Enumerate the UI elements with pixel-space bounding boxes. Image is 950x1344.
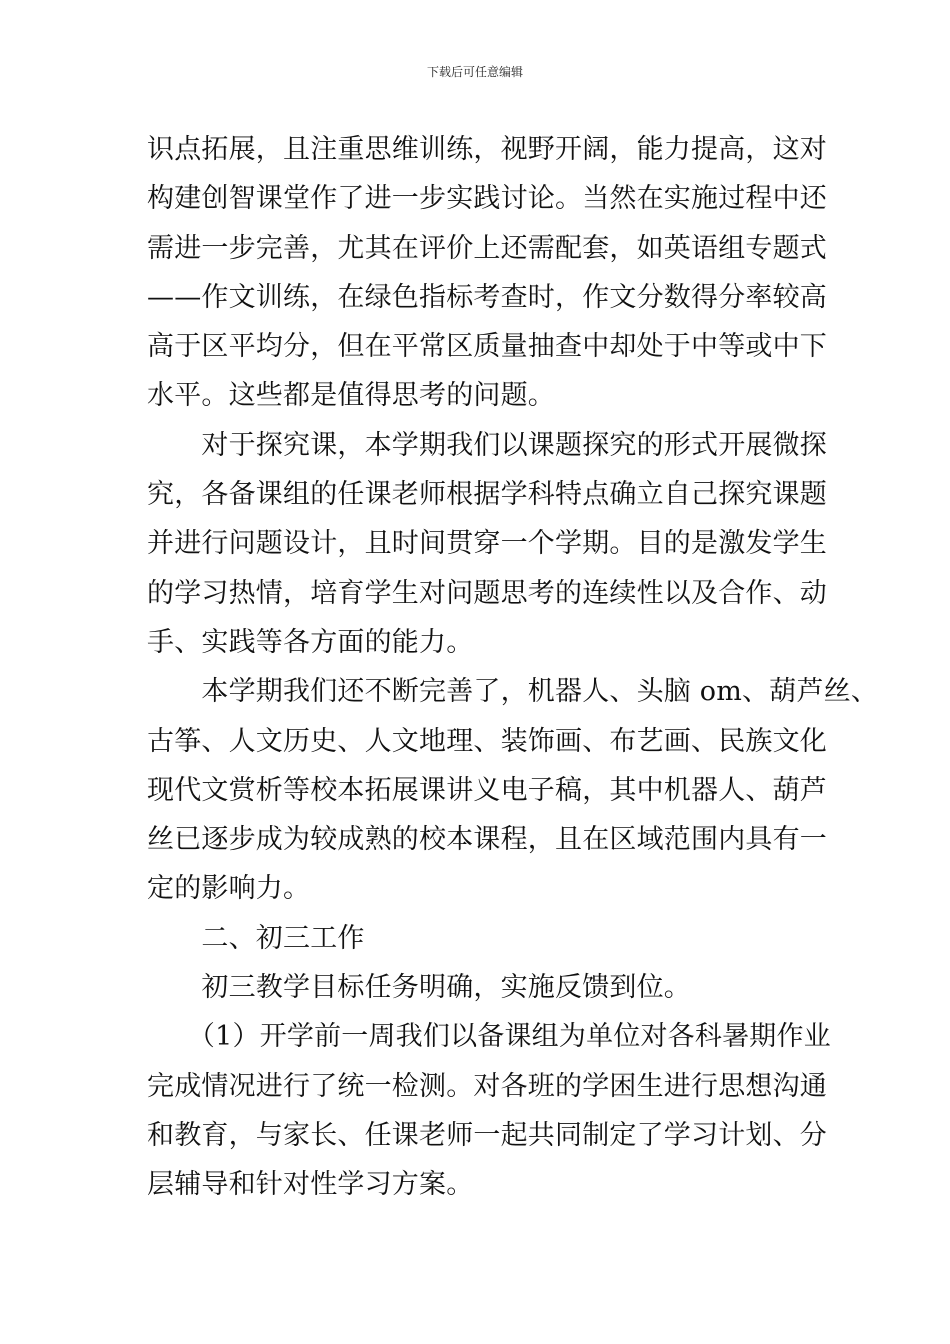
text-line: 初三教学目标任务明确，实施反馈到位。 xyxy=(147,972,691,1004)
text-line: 现代文赏析等校本拓展课讲义电子稿，其中机器人、葫芦 xyxy=(147,774,827,806)
text-line: 的学习热情，培育学生对问题思考的连续性以及合作、动 xyxy=(147,577,827,609)
page-header-note: 下载后可任意编辑 xyxy=(426,65,523,79)
text-line: ——作文训练，在绿色指标考查时，作文分数得分率较高 xyxy=(147,281,827,313)
text-line: 完成情况进行了统一检测。对各班的学困生进行思想沟通 xyxy=(147,1070,827,1102)
text-line: 丝已逐步成为较成熟的校本课程，且在区域范围内具有一 xyxy=(147,824,827,856)
text-line: （1）开学前一周我们以备课组为单位对各科暑期作业 xyxy=(147,1021,831,1053)
text-line: 和教育，与家长、任课老师一起共同制定了学习计划、分 xyxy=(147,1119,827,1151)
text-line: 古筝、人文历史、人文地理、装饰画、布艺画、民族文化 xyxy=(147,725,827,757)
text-line: 水平。这些都是值得思考的问题。 xyxy=(147,380,555,412)
text-line: 本学期我们还不断完善了，机器人、头脑 om、葫芦丝、 xyxy=(147,676,879,708)
document-body xyxy=(147,125,879,1210)
text-line: 识点拓展，且注重思维训练，视野开阔，能力提高，这对 xyxy=(147,134,827,165)
text-line: 高于区平均分，但在平常区质量抽查中却处于中等或中下 xyxy=(147,331,827,363)
text-line: 层辅导和针对性学习方案。 xyxy=(147,1169,474,1201)
text-line: 对于探究课，本学期我们以课题探究的形式开展微探 xyxy=(147,429,827,461)
text-line: 需进一步完善，尤其在评价上还需配套，如英语组专题式 xyxy=(147,232,827,264)
text-line: 手、实践等各方面的能力。 xyxy=(147,626,474,658)
section-heading: 二、初三工作 xyxy=(147,922,365,954)
text-line: 定的影响力。 xyxy=(147,873,311,905)
text-line: 构建创智课堂作了进一步实践讨论。当然在实施过程中还 xyxy=(147,183,827,215)
text-line: 究，各备课组的任课老师根据学科特点确立自己探究课题 xyxy=(147,479,827,511)
text-line: 并进行问题设计，且时间贯穿一个学期。目的是激发学生 xyxy=(147,528,827,560)
